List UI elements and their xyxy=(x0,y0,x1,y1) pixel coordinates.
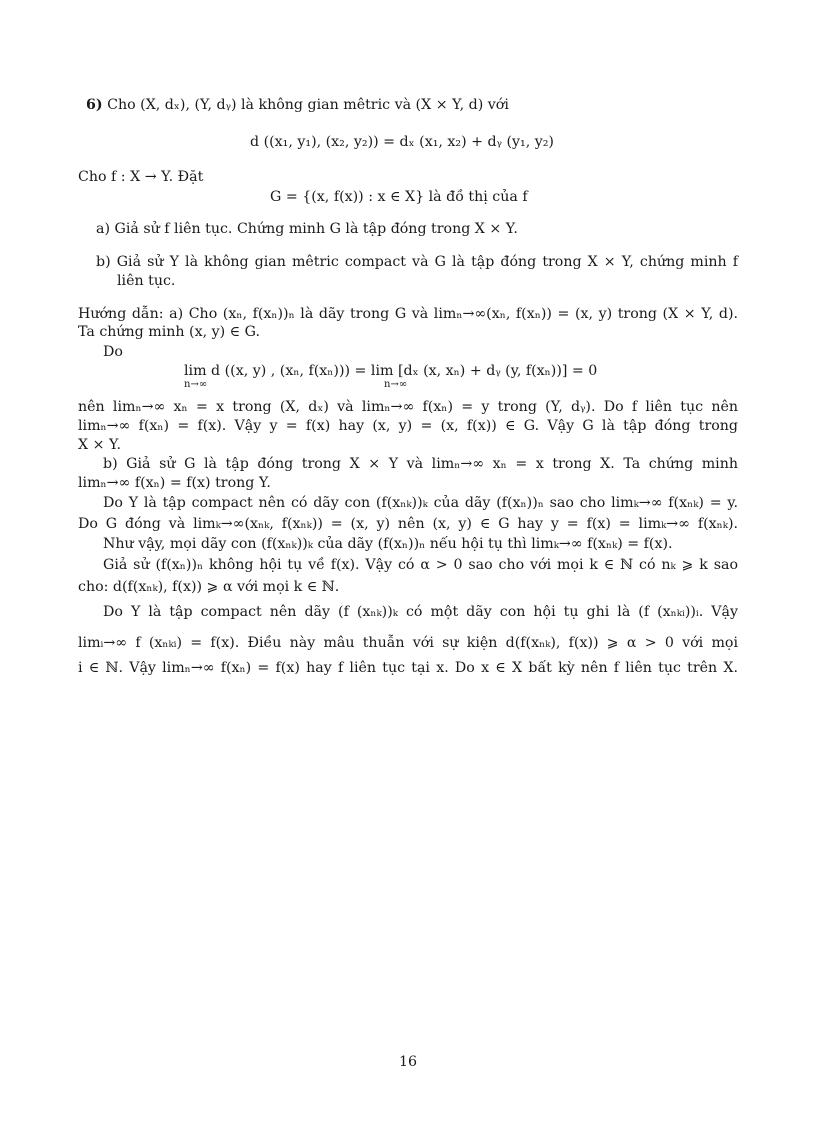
solution-line-7: b) Giả sử G là tập đóng trong X × Y và limₙ→∞ xₙ = x trong X. Ta chứng minh xyxy=(103,456,738,472)
limit-subscript-2: n→∞ xyxy=(384,379,408,390)
solution-line-2: Ta chứng minh (x, y) ∈ G. xyxy=(78,324,261,340)
solution-line-10: Do G đóng và limₖ→∞(xₙₖ, f(xₙₖ)) = (x, y) nên (x, y) ∈ G hay y = f(x) = limₖ→∞ f(xₙₖ). xyxy=(78,516,738,532)
problem-intro: Cho (X, dₓ), (Y, dᵧ) là không gian mêtric và (X × Y, d) với xyxy=(107,97,509,113)
page-number: 16 xyxy=(398,1054,418,1070)
solution-line-4: nên limₙ→∞ xₙ = x trong (X, dₓ) và limₙ→∞ f(xₙ) = y trong (Y, dᵧ). Do f liên tục nên xyxy=(78,399,738,415)
part-a: a) Giả sử f liên tục. Chứng minh G là tập đóng trong X × Y. xyxy=(96,221,518,237)
graph-definition: G = {(x, f(x)) : x ∈ X} là đồ thị của f xyxy=(270,189,528,205)
solution-line-15: limᵢ→∞ f (xₙₖᵢ) = f(x). Điều này mâu thuẫn với sự kiện d(f(xₙₖ), f(x)) ⩾ α > 0 với mọi xyxy=(78,635,738,651)
solution-line-6: X × Y. xyxy=(78,437,122,453)
solution-line-13: cho: d(f(xₙₖ), f(x)) ⩾ α với mọi k ∈ ℕ. xyxy=(78,579,340,595)
problem-intro-line xyxy=(86,96,736,114)
problem-number: 6) xyxy=(86,97,103,113)
metric-formula: d ((x₁, y₁), (x₂, y₂)) = dₓ (x₁, x₂) + dᵧ (y₁, y₂) xyxy=(250,134,554,150)
solution-line-3: Do xyxy=(103,344,123,360)
solution-line-16: i ∈ ℕ. Vậy limₙ→∞ f(xₙ) = f(x) hay f liên tục tại x. Do x ∈ X bất kỳ nên f liên tục trên X. xyxy=(78,660,738,676)
limit-subscript-1: n→∞ xyxy=(184,379,208,390)
solution-line-11: Như vậy, mọi dãy con (f(xₙₖ))ₖ của dãy (f(xₙ))ₙ nếu hội tụ thì limₖ→∞ f(xₙₖ) = f(x). xyxy=(103,536,673,552)
part-b-line1: b) Giả sử Y là không gian mêtric compact và G là tập đóng trong X × Y, chứng minh f xyxy=(96,254,738,270)
solution-line-8: limₙ→∞ f(xₙ) = f(x) trong Y. xyxy=(78,475,271,491)
limit-equation: lim d ((x, y) , (xₙ, f(xₙ))) = lim [dₓ (x, xₙ) + dᵧ (y, f(xₙ))] = 0 xyxy=(184,363,598,379)
solution-line-1: Hướng dẫn: a) Cho (xₙ, f(xₙ))ₙ là dãy trong G và limₙ→∞(xₙ, f(xₙ)) = (x, y) trong (X × Y, d). xyxy=(78,306,738,322)
solution-line-14: Do Y là tập compact nên dãy (f (xₙₖ))ₖ có một dãy con hội tụ ghi là (f (xₙₖᵢ))ᵢ. Vậy xyxy=(103,604,738,620)
solution-line-5: limₙ→∞ f(xₙ) = f(x). Vậy y = f(x) hay (x, y) = (x, f(x)) ∈ G. Vậy G là tập đóng trong xyxy=(78,418,738,434)
part-b-line2: liên tục. xyxy=(117,273,176,289)
definition-lead: Cho f : X → Y. Đặt xyxy=(78,169,204,185)
solution-line-9: Do Y là tập compact nên có dãy con (f(xₙₖ))ₖ của dãy (f(xₙ))ₙ sao cho limₖ→∞ f(xₙₖ) = y. xyxy=(103,495,738,511)
solution-line-12: Giả sử (f(xₙ))ₙ không hội tụ về f(x). Vậy có α > 0 sao cho với mọi k ∈ ℕ có nₖ ⩾ k sao xyxy=(103,557,738,573)
